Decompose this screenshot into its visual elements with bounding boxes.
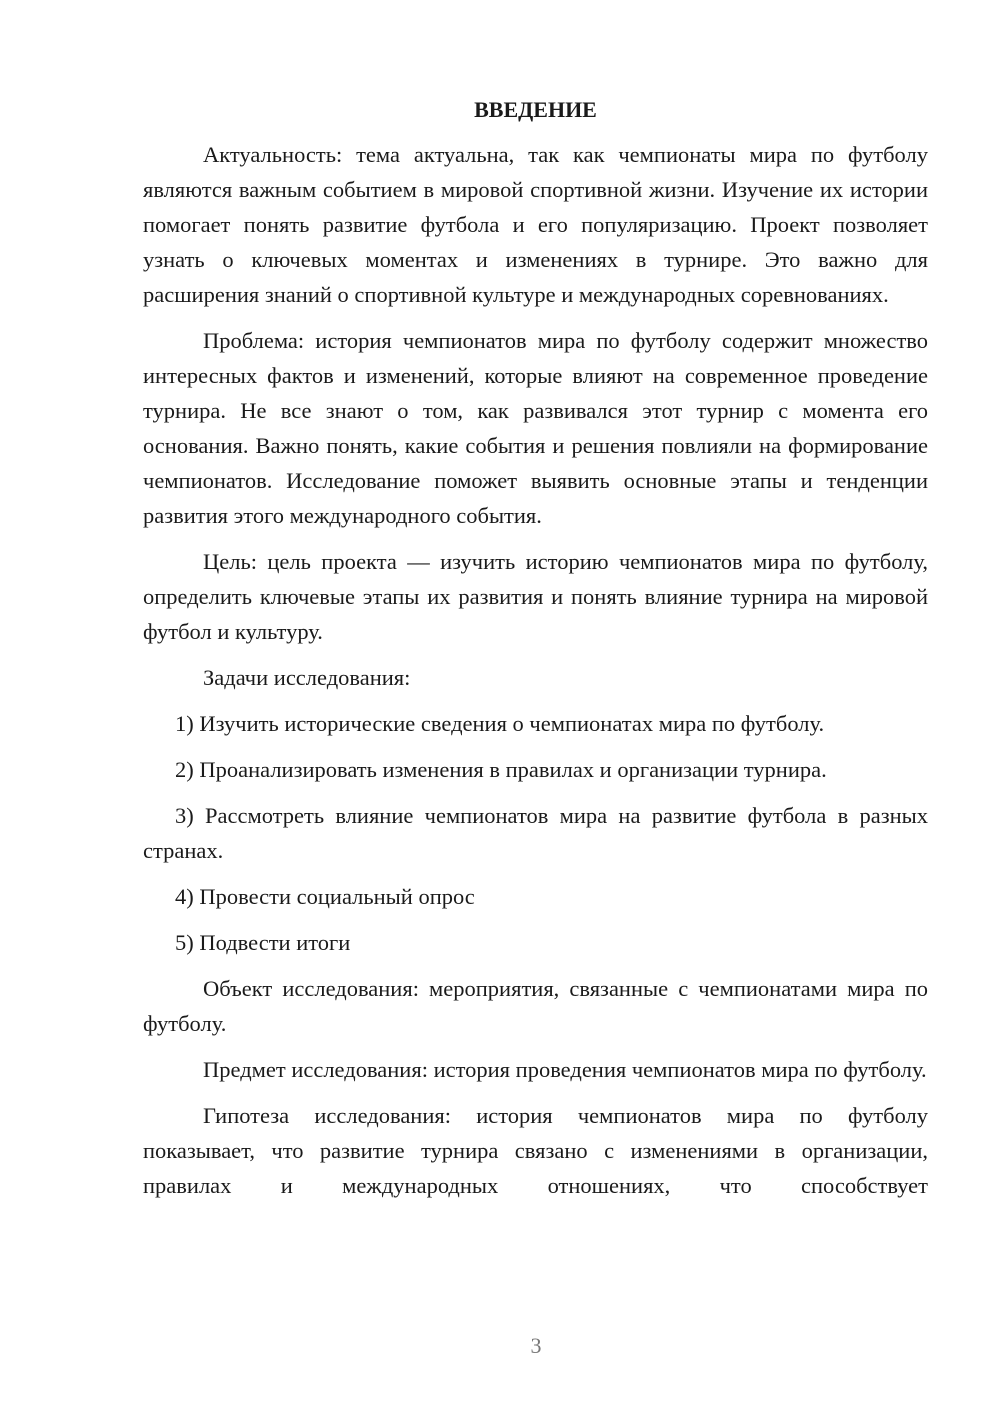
object-paragraph: Объект исследования: мероприятия, связанные с чемпионатами мира по футболу. [143,976,928,1036]
task-item: 2) Проанализировать изменения в правилах и организации турнира. [175,757,827,782]
task-item: 4) Провести социальный опрос [175,884,475,909]
subject-paragraph: Предмет исследования: история проведения чемпионатов мира по футболу. [203,1057,927,1082]
tasks-heading: Задачи исследования: [203,665,411,690]
section-title: ВВЕДЕНИЕ [474,97,597,122]
goal-paragraph: Цель: цель проекта — изучить историю чемпионатов мира по футболу, определить ключевые этапы их развития и понять влияние турнира на мировой футбол и культуру. [143,549,928,644]
task-item: 5) Подвести итоги [175,930,351,955]
page-number: 3 [530,1333,542,1358]
task-item: 1) Изучить исторические сведения о чемпионатах мира по футболу. [175,711,825,736]
document-page [143,92,928,1214]
relevance-paragraph: Актуальность: тема актуальна, так как чемпионаты мира по футболу являются важным событием в мировой спортивной жизни. Изучение их истории помогает понять развитие футбола и его популяризацию. Проект позволяет узнать о ключевых моментах и изменениях в турнире. Это важно для расширения знаний о спортивной культуре и международных соревнованиях. [143,142,928,307]
problem-paragraph: Проблема: история чемпионатов мира по футболу содержит множество интересных фактов и изменений, которые влияют на современное проведение турнира. Не все знают о том, как развивался этот турнир с момента его основания. Важно понять, какие события и решения повлияли на формирование чемпионатов. Исследование поможет выявить основные этапы и тенденции развития этого международного события. [143,328,928,528]
hypothesis-paragraph: Гипотеза исследования: история чемпионатов мира по футболу показывает, что развитие турнира связано с изменениями в организации, правилах и международных отношениях, что способствует [143,1103,928,1198]
task-item: 3) Рассмотреть влияние чемпионатов мира на развитие футбола в разных странах. [143,803,928,863]
